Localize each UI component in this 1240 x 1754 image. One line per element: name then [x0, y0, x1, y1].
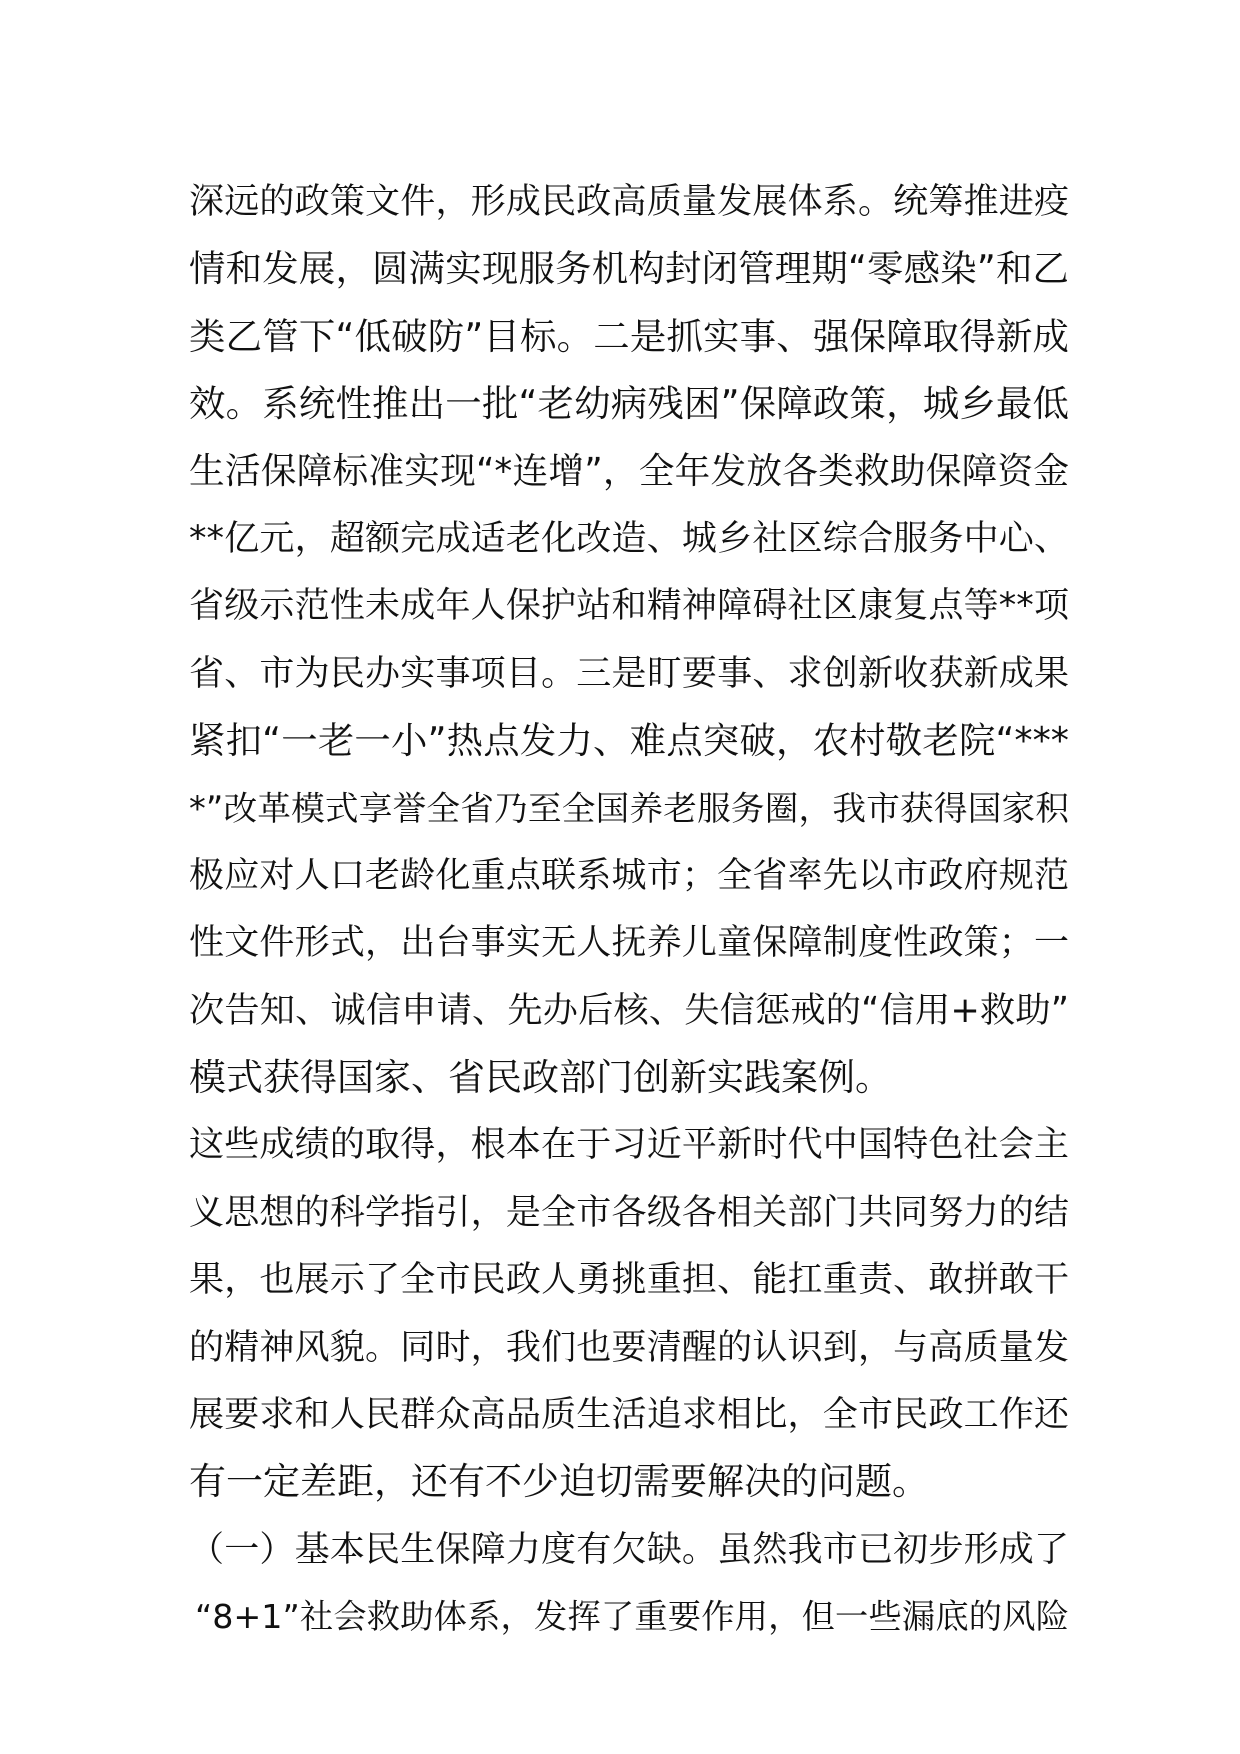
text-line-17: 果，也展示了全市民政人勇挑重担、能扛重责、敢拼敢干 — [189, 1259, 1069, 1301]
text-line-20: 有一定差距，还有不少迫切需要解决的问题。 — [189, 1460, 929, 1504]
text-line-21: （一）基本民生保障力度有欠缺。虽然我市已初步形成了 — [189, 1528, 1069, 1570]
text-line-10: *”改革模式享誉全省乃至全国养老服务圈，我市获得国家积 — [189, 788, 1069, 828]
text-line-5: 生活保障标准实现“*连增”，全年发放各类救助保障资金 — [189, 450, 1069, 492]
text-line-18: 的精神风貌。同时，我们也要清醒的认识到，与高质量发 — [189, 1326, 1069, 1368]
document-body — [189, 168, 1069, 1651]
text-line-22: “8+1”社会救助体系，发挥了重要作用，但一些漏底的风险 — [195, 1597, 1069, 1637]
text-line-12: 性文件形式，出台事实无人抚养儿童保障制度性政策；一 — [189, 922, 1069, 964]
text-line-9: 紧扣“一老一小”热点发力、难点突破，农村敬老院“*** — [189, 719, 1069, 763]
text-line-19: 展要求和人民群众高品质生活追求相比，全市民政工作还 — [189, 1394, 1069, 1436]
text-line-8: 省、市为民办实事项目。三是盯要事、求创新收获新成果 — [189, 652, 1069, 694]
text-line-7: 省级示范性未成年人保护站和精神障碍社区康复点等**项 — [189, 585, 1069, 627]
text-line-16: 义思想的科学指引，是全市各级各相关部门共同努力的结 — [189, 1191, 1069, 1233]
text-line-15: 这些成绩的取得，根本在于习近平新时代中国特色社会主 — [189, 1124, 1069, 1166]
text-line-6: **亿元，超额完成适老化改造、城乡社区综合服务中心、 — [189, 517, 1069, 559]
text-line-3: 类乙管下“低破防”目标。二是抓实事、强保障取得新成 — [189, 314, 1069, 358]
text-line-2: 情和发展，圆满实现服务机构封闭管理期“零感染”和乙 — [189, 247, 1069, 291]
text-line-11: 极应对人口老龄化重点联系城市；全省率先以市政府规范 — [189, 854, 1069, 896]
text-line-13: 次告知、诚信申请、先办后核、失信惩戒的“信用+救助” — [189, 989, 1069, 1031]
text-line-14: 模式获得国家、省民政部门创新实践案例。 — [189, 1056, 892, 1100]
text-line-4: 效。系统性推出一批“老幼病残困”保障政策，城乡最低 — [189, 382, 1069, 426]
text-line-1: 深远的政策文件，形成民政高质量发展体系。统筹推进疫 — [189, 181, 1069, 222]
